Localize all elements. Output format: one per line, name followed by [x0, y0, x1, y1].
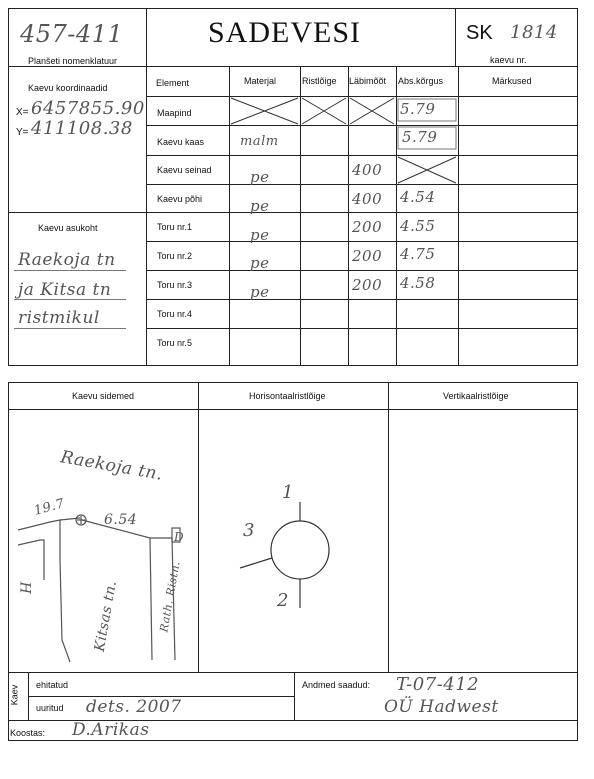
row-element-toru-1: Toru nr.1	[157, 222, 193, 232]
section-horizontal-label: Horisontaalristlõige	[249, 391, 326, 401]
col-header-element: Element	[156, 78, 190, 88]
section-links-label: Kaevu sidemed	[72, 391, 135, 401]
compiled-label: Koostas:	[10, 728, 46, 738]
data-from-line1: T-07-412	[396, 674, 480, 695]
sketch-distance-2: 6.54	[104, 512, 138, 528]
col-header-elevation: Abs.kõrgus	[398, 76, 444, 86]
nomenclature-value: 457-411	[20, 20, 124, 48]
col-header-cross-section: Ristlõige	[302, 76, 337, 86]
location-line-2: ja Kitsa tn	[18, 280, 112, 300]
row-diameter-kaevu-pohi: 400	[352, 190, 383, 208]
row-material-kaevu-pohi: pe	[250, 197, 270, 215]
row-material-toru-3: pe	[250, 283, 270, 301]
row-elevation-toru-2: 4.75	[400, 245, 436, 263]
sketch-distance-1: 19.7	[32, 496, 67, 519]
section-vertical-label: Vertikaalristlõige	[443, 391, 509, 401]
surveyed-value: dets. 2007	[86, 697, 182, 717]
row-material-toru-1: pe	[250, 226, 270, 244]
x-value: 6457855.90	[31, 98, 145, 119]
row-element-toru-2: Toru nr.2	[157, 251, 193, 261]
coords-label: Kaevu koordinaadid	[28, 83, 108, 93]
sketch-mark-left: H	[16, 581, 33, 595]
row-elevation-toru-1: 4.55	[400, 217, 436, 235]
row-material-kaevu-kaas: malm	[240, 134, 279, 149]
kaev-label: Kaev	[9, 684, 20, 706]
built-label: ehitatud	[36, 680, 69, 690]
sketch-street-ristn: Rath. Ristn.	[157, 559, 183, 634]
row-material-kaevu-seinad: pe	[250, 168, 270, 186]
sketch-street-kitsas: Kitsas tn.	[91, 579, 121, 653]
row-element-kaevu-pohi: Kaevu põhi	[157, 194, 203, 204]
location-line-3: ristmikul	[18, 308, 100, 328]
row-elevation-kaevu-kaas: 5.79	[402, 128, 438, 146]
pipe-label-3: 3	[243, 520, 255, 541]
y-value: 411108.38	[31, 118, 133, 139]
x-label: X=	[16, 107, 29, 118]
pipe-label-1: 1	[282, 482, 294, 503]
row-diameter-toru-1: 200	[352, 218, 383, 236]
surveyed-label: uuritud	[36, 703, 64, 713]
row-diameter-toru-3: 200	[352, 276, 383, 294]
compiled-value: D.Arikas	[72, 720, 150, 740]
sketch-street-raekoja: Raekoja tn.	[59, 447, 165, 485]
row-elevation-maapind: 5.79	[400, 100, 436, 118]
row-diameter-kaevu-seinad: 400	[352, 161, 383, 179]
sketch-mark-right: D	[174, 530, 185, 544]
location-line-1: Raekoja tn	[18, 250, 116, 270]
col-header-material: Materjal	[244, 76, 277, 86]
col-header-notes: Märkused	[492, 76, 532, 86]
row-element-toru-4: Toru nr.4	[157, 309, 193, 319]
sk-value: 1814	[510, 22, 558, 43]
location-label: Kaevu asukoht	[38, 223, 98, 233]
form-title: SADEVESI	[208, 16, 362, 49]
row-diameter-toru-2: 200	[352, 247, 383, 265]
y-label: Y=	[16, 127, 29, 138]
row-element-toru-3: Toru nr.3	[157, 280, 193, 290]
data-from-label: Andmed saadud:	[302, 680, 371, 690]
row-element-maapind: Maapind	[157, 108, 192, 118]
row-elevation-kaevu-pohi: 4.54	[400, 188, 436, 206]
row-material-toru-2: pe	[250, 254, 270, 272]
row-element-kaevu-seinad: Kaevu seinad	[157, 165, 212, 175]
col-header-diameter: Läbimõõt	[349, 76, 387, 86]
sk-label: SK	[466, 22, 493, 44]
row-elevation-toru-3: 4.58	[400, 274, 436, 292]
nomenclature-label: Planšeti nomenklatuur	[28, 56, 118, 66]
row-element-toru-5: Toru nr.5	[157, 338, 193, 348]
kaevu-nr-label: kaevu nr.	[490, 55, 527, 65]
data-from-line2: OÜ Hadwest	[384, 697, 499, 717]
pipe-label-2: 2	[277, 590, 289, 611]
row-element-kaevu-kaas: Kaevu kaas	[157, 137, 205, 147]
